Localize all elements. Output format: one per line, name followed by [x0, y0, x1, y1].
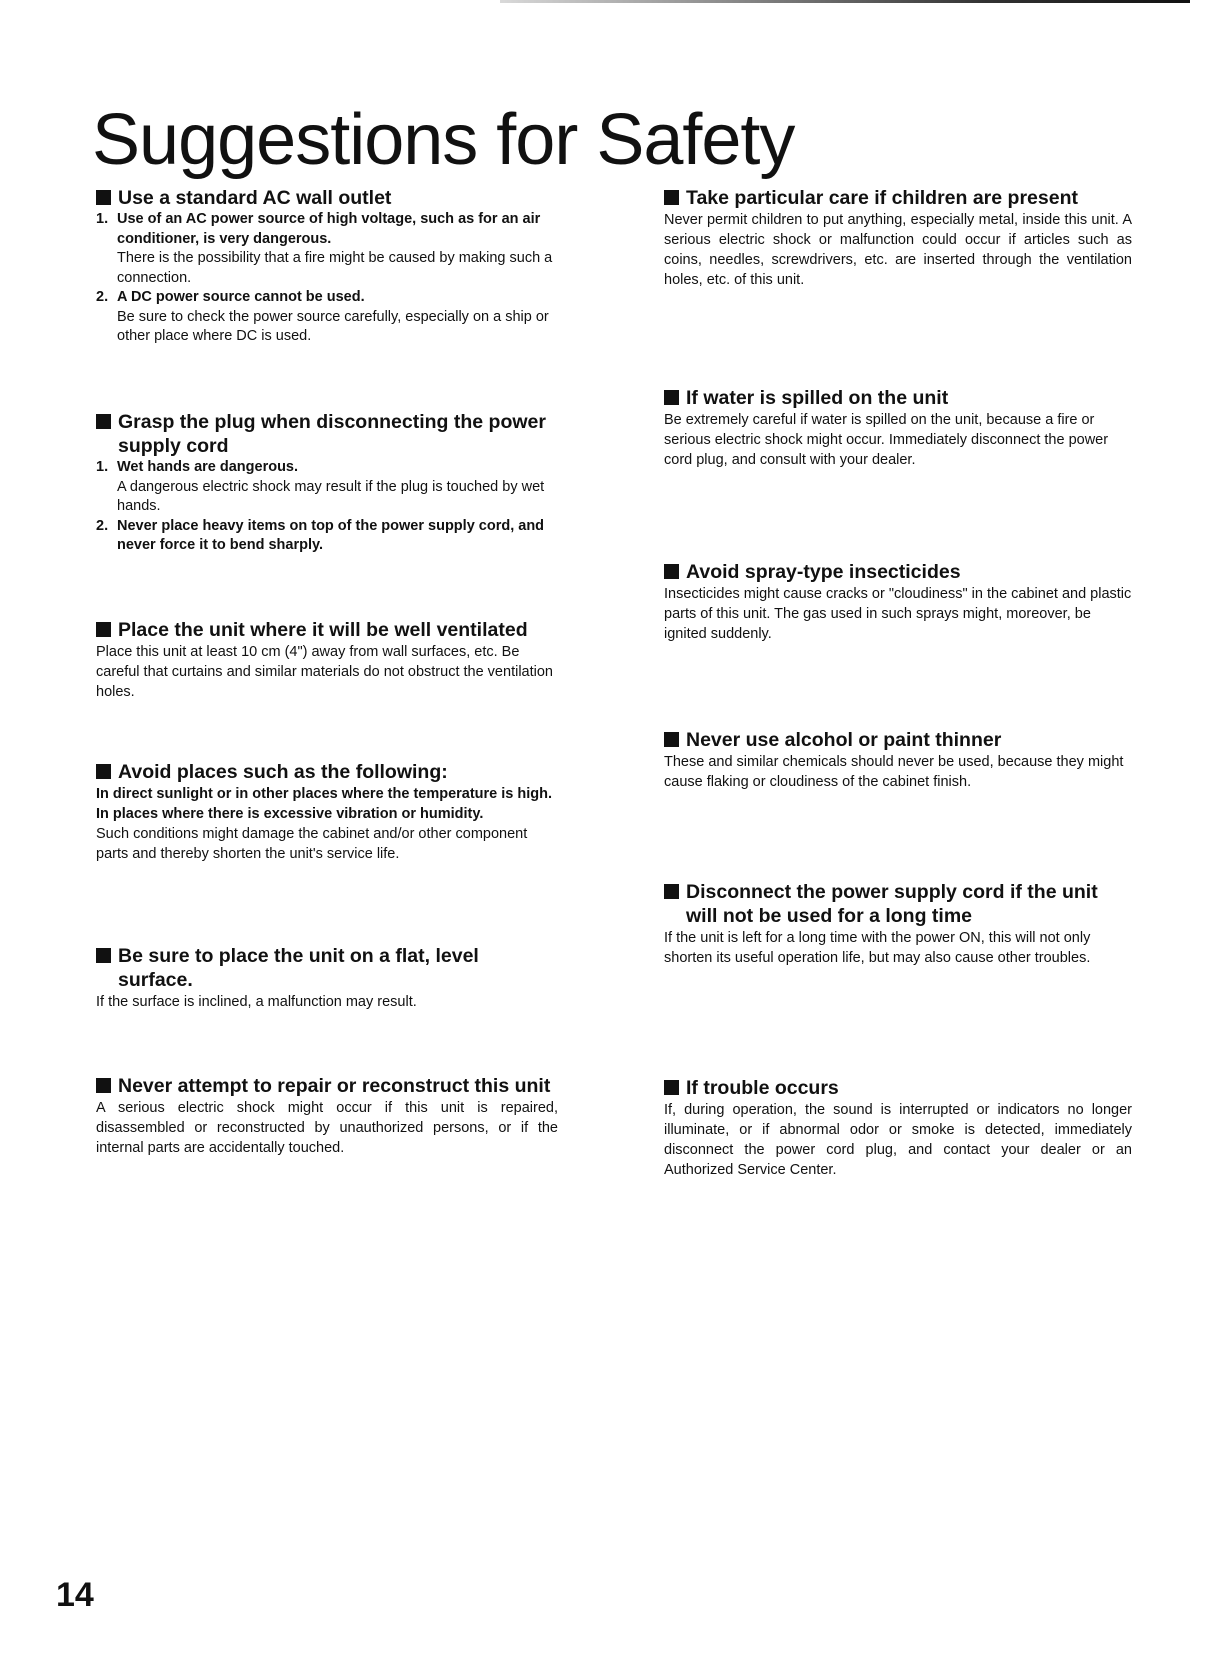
section-grasp-plug — [96, 410, 558, 556]
section-heading: Place the unit where it will be well ventilated — [96, 618, 558, 642]
list-item: 1. Wet hands are dangerous. A dangerous electric shock may result if the plug is touched by wet hands. — [96, 459, 545, 514]
section-heading: Disconnect the power supply cord if the unit will not be used for a long time — [664, 880, 1132, 928]
section-heading: Grasp the plug when disconnecting the power supply cord — [96, 410, 558, 458]
section-alcohol-thinner — [664, 728, 1132, 792]
section-body: A serious electric shock might occur if this unit is repaired, disassembled or reconstructed by unauthorized persons, or if the internal parts are accidentally touched. — [96, 1100, 558, 1156]
square-bullet-icon — [96, 948, 111, 963]
section-ventilation — [96, 618, 558, 702]
square-bullet-icon — [96, 190, 111, 205]
section-heading: If water is spilled on the unit — [664, 386, 1132, 410]
top-edge-rule — [500, 0, 1190, 3]
section-insecticides — [664, 560, 1132, 644]
section-body: Never permit children to put anything, especially metal, inside this unit. A serious electric shock or malfunction could occur if articles such as coins, needles, screwdrivers, etc. are inserted through the ventilation holes, etc. of this unit. — [664, 212, 1132, 288]
numbered-list — [96, 458, 558, 556]
page-number: 14 — [56, 1576, 94, 1614]
square-bullet-icon — [664, 1080, 679, 1095]
section-body: If the surface is inclined, a malfunction may result. — [96, 994, 417, 1010]
section-body: If, during operation, the sound is interrupted or indicators no longer illuminate, or if abnormal odor or smoke is detected, immediately disconnect the power cord plug, and contact your dealer or an Authorized Service Center. — [664, 1102, 1132, 1178]
section-flat-surface — [96, 944, 558, 1012]
square-bullet-icon — [96, 622, 111, 637]
section-body: Be extremely careful if water is spilled on the unit, because a fire or serious electric shock might occur. Immediately disconnect the power cord plug, and consult with your dealer. — [664, 412, 1109, 468]
list-item: 2. A DC power source cannot be used. Be sure to check the power source carefully, especially on a ship or other place where DC is used. — [96, 289, 549, 344]
square-bullet-icon — [664, 564, 679, 579]
section-heading: If trouble occurs — [664, 1076, 1132, 1100]
section-ac-outlet — [96, 186, 558, 347]
section-body: Such conditions might damage the cabinet and/or other component parts and thereby shorten the unit's service life. — [96, 826, 528, 862]
page-title: Suggestions for Safety — [92, 100, 795, 180]
section-body: Place this unit at least 10 cm (4") away from wall surfaces, etc. Be careful that curtains and similar materials do not obstruct the ventilation holes. — [96, 644, 553, 700]
square-bullet-icon — [96, 414, 111, 429]
square-bullet-icon — [664, 732, 679, 747]
square-bullet-icon — [96, 1078, 111, 1093]
list-item: 2. Never place heavy items on top of the power supply cord, and never force it to bend sharply. — [96, 517, 545, 553]
section-condition: In places where there is excessive vibration or humidity. — [96, 806, 484, 822]
section-never-repair — [96, 1074, 558, 1158]
section-body: Insecticides might cause cracks or "cloudiness" in the cabinet and plastic parts of this unit. The gas used in such sprays might, moreover, be ignited suddenly. — [664, 586, 1132, 642]
section-heading: Never use alcohol or paint thinner — [664, 728, 1132, 752]
section-condition: In direct sunlight or in other places where the temperature is high. — [96, 786, 553, 802]
section-heading: Never attempt to repair or reconstruct this unit — [96, 1074, 558, 1098]
section-body: These and similar chemicals should never be used, because they might cause flaking or cloudiness of the cabinet finish. — [664, 754, 1124, 790]
square-bullet-icon — [664, 190, 679, 205]
section-children — [664, 186, 1132, 290]
section-trouble-occurs — [664, 1076, 1132, 1180]
section-heading: Take particular care if children are present — [664, 186, 1132, 210]
square-bullet-icon — [664, 884, 679, 899]
numbered-list — [96, 210, 558, 347]
square-bullet-icon — [664, 390, 679, 405]
list-item: 1. Use of an AC power source of high voltage, such as for an air conditioner, is very dangerous. There is the possibility that a fire might be caused by making such a connection. — [96, 211, 553, 286]
section-disconnect-long-time — [664, 880, 1132, 968]
section-body: If the unit is left for a long time with the power ON, this will not only shorten its useful operation life, but may also cause other troubles. — [664, 930, 1091, 966]
section-avoid-places — [96, 760, 558, 864]
square-bullet-icon — [96, 764, 111, 779]
section-water-spill — [664, 386, 1132, 470]
section-heading: Avoid places such as the following: — [96, 760, 558, 784]
section-heading: Avoid spray-type insecticides — [664, 560, 1132, 584]
section-heading: Be sure to place the unit on a flat, level surface. — [96, 944, 558, 992]
section-heading: Use a standard AC wall outlet — [96, 186, 558, 210]
